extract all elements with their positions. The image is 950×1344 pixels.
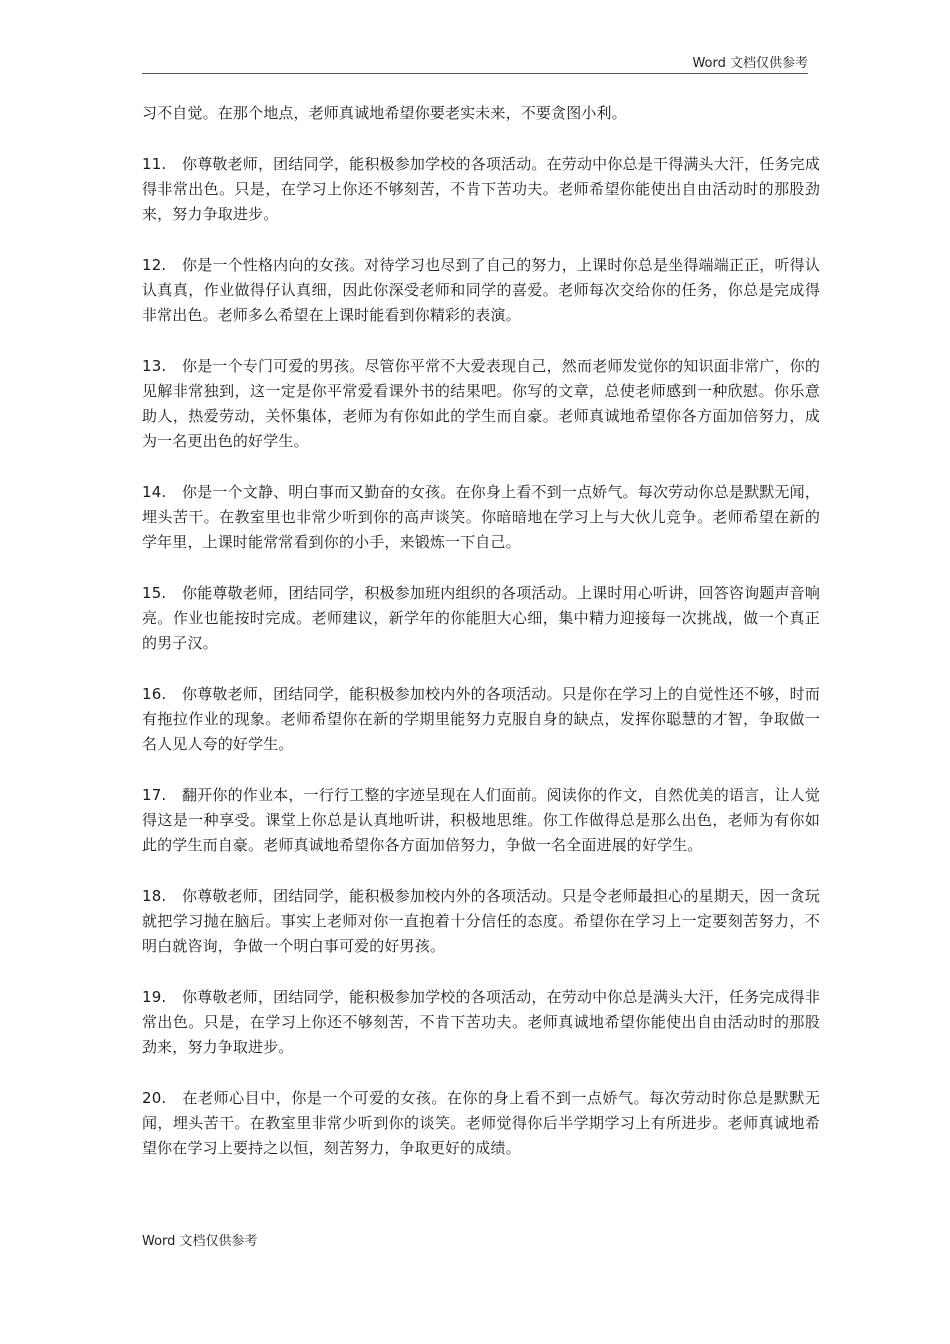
paragraph-number: 13. <box>142 357 167 375</box>
paragraph-number: 16. <box>142 685 167 703</box>
paragraph-number: 12. <box>142 256 167 274</box>
paragraph-number: 19. <box>142 988 167 1006</box>
paragraph-text: 你尊敬老师，团结同学，能积极参加校内外的各项活动。只是你在学习上的自觉性还不够，时而有拖拉作业的现象。老师希望你在新的学期里能努力克服自身的缺点，发挥你聪慧的才智，争取做一名人见人夸的好学生。 <box>142 685 820 753</box>
header-divider <box>142 73 808 74</box>
header-text: Word 文档仅供参考 <box>692 56 808 71</box>
paragraph-number: 17. <box>142 786 167 804</box>
paragraph-17 <box>142 783 820 858</box>
paragraph-number: 14. <box>142 483 167 501</box>
paragraph-text: 你能尊敬老师，团结同学，积极参加班内组织的各项活动。上课时用心听讲，回答咨询题声音响亮。作业也能按时完成。老师建议，新学年的你能胆大心细，集中精力迎接每一次挑战，做一个真正的男子汉。 <box>142 584 820 652</box>
document-body <box>142 101 820 1187</box>
paragraph-number: 15. <box>142 584 167 602</box>
paragraph-15 <box>142 581 820 656</box>
paragraph-text: 你是一个文静、明白事而又勤奋的女孩。在你身上看不到一点娇气。每次劳动你总是默默无闻，埋头苦干。在教室里也非常少听到你的高声谈笑。你暗暗地在学习上与大伙儿竞争。老师希望在新的学年里，上课时能常常看到你的小手，来锻炼一下自己。 <box>142 483 820 551</box>
paragraph-text: 翻开你的作业本，一行行工整的字迹呈现在人们面前。阅读你的作文，自然优美的语言，让人觉得这是一种享受。课堂上你总是认真地听讲，积极地思维。你工作做得总是那么出色，老师为有你如此的学生而自豪。老师真诚地希望你各方面加倍努力，争做一名全面进展的好学生。 <box>142 786 820 854</box>
paragraph-16 <box>142 682 820 757</box>
paragraph-20 <box>142 1086 820 1161</box>
footer-text: Word 文档仅供参考 <box>142 1234 258 1249</box>
paragraph-number: 18. <box>142 887 167 905</box>
paragraph-12 <box>142 253 820 328</box>
paragraph-number: 11. <box>142 155 167 173</box>
paragraph-text: 你是一个性格内向的女孩。对待学习也尽到了自己的努力，上课时你总是坐得端端正正，听得认认真真，作业做得仔认真细，因此你深受老师和同学的喜爱。老师每次交给你的任务，你总是完成得非常出色。老师多么希望在上课时能看到你精彩的表演。 <box>142 256 820 324</box>
paragraph-19 <box>142 985 820 1060</box>
paragraph-text: 你尊敬老师，团结同学，能积极参加校内外的各项活动。只是令老师最担心的星期天，因一贪玩就把学习抛在脑后。事实上老师对你一直抱着十分信任的态度。希望你在学习上一定要刻苦努力，不明白就咨询，争做一个明白事可爱的好男孩。 <box>142 887 820 955</box>
paragraph-continuation <box>142 101 820 126</box>
paragraph-18 <box>142 884 820 959</box>
paragraph-text: 你是一个专门可爱的男孩。尽管你平常不大爱表现自己，然而老师发觉你的知识面非常广，你的见解非常独到，这一定是你平常爱看课外书的结果吧。你写的文章，总使老师感到一种欣慰。你乐意助人，热爱劳动，关怀集体，老师为有你如此的学生而自豪。老师真诚地希望你各方面加倍努力，成为一名更出色的好学生。 <box>142 357 820 450</box>
paragraph-text: 你尊敬老师，团结同学，能积极参加学校的各项活动，在劳动中你总是满头大汗，任务完成得非常出色。只是，在学习上你还不够刻苦，不肯下苦功夫。老师真诚地希望你能使出自由活动时的那股劲来，努力争取进步。 <box>142 988 820 1056</box>
paragraph-text: 你尊敬老师，团结同学，能积极参加学校的各项活动。在劳动中你总是干得满头大汗，任务完成得非常出色。只是，在学习上你还不够刻苦，不肯下苦功夫。老师希望你能使出自由活动时的那股劲来，努力争取进步。 <box>142 155 820 223</box>
paragraph-text: 习不自觉。在那个地点，老师真诚地希望你要老实未来，不要贪图小利。 <box>142 104 627 122</box>
paragraph-text: 在老师心目中，你是一个可爱的女孩。在你的身上看不到一点娇气。每次劳动时你总是默默无闻，埋头苦干。在教室里非常少听到你的谈笑。老师觉得你后半学期学习上有所进步。老师真诚地希望你在学习上要持之以恒，刻苦努力，争取更好的成绩。 <box>142 1089 820 1157</box>
page-header <box>142 55 808 73</box>
page-footer <box>142 1233 258 1251</box>
paragraph-13 <box>142 354 820 454</box>
paragraph-number: 20. <box>142 1089 167 1107</box>
paragraph-14 <box>142 480 820 555</box>
paragraph-11 <box>142 152 820 227</box>
